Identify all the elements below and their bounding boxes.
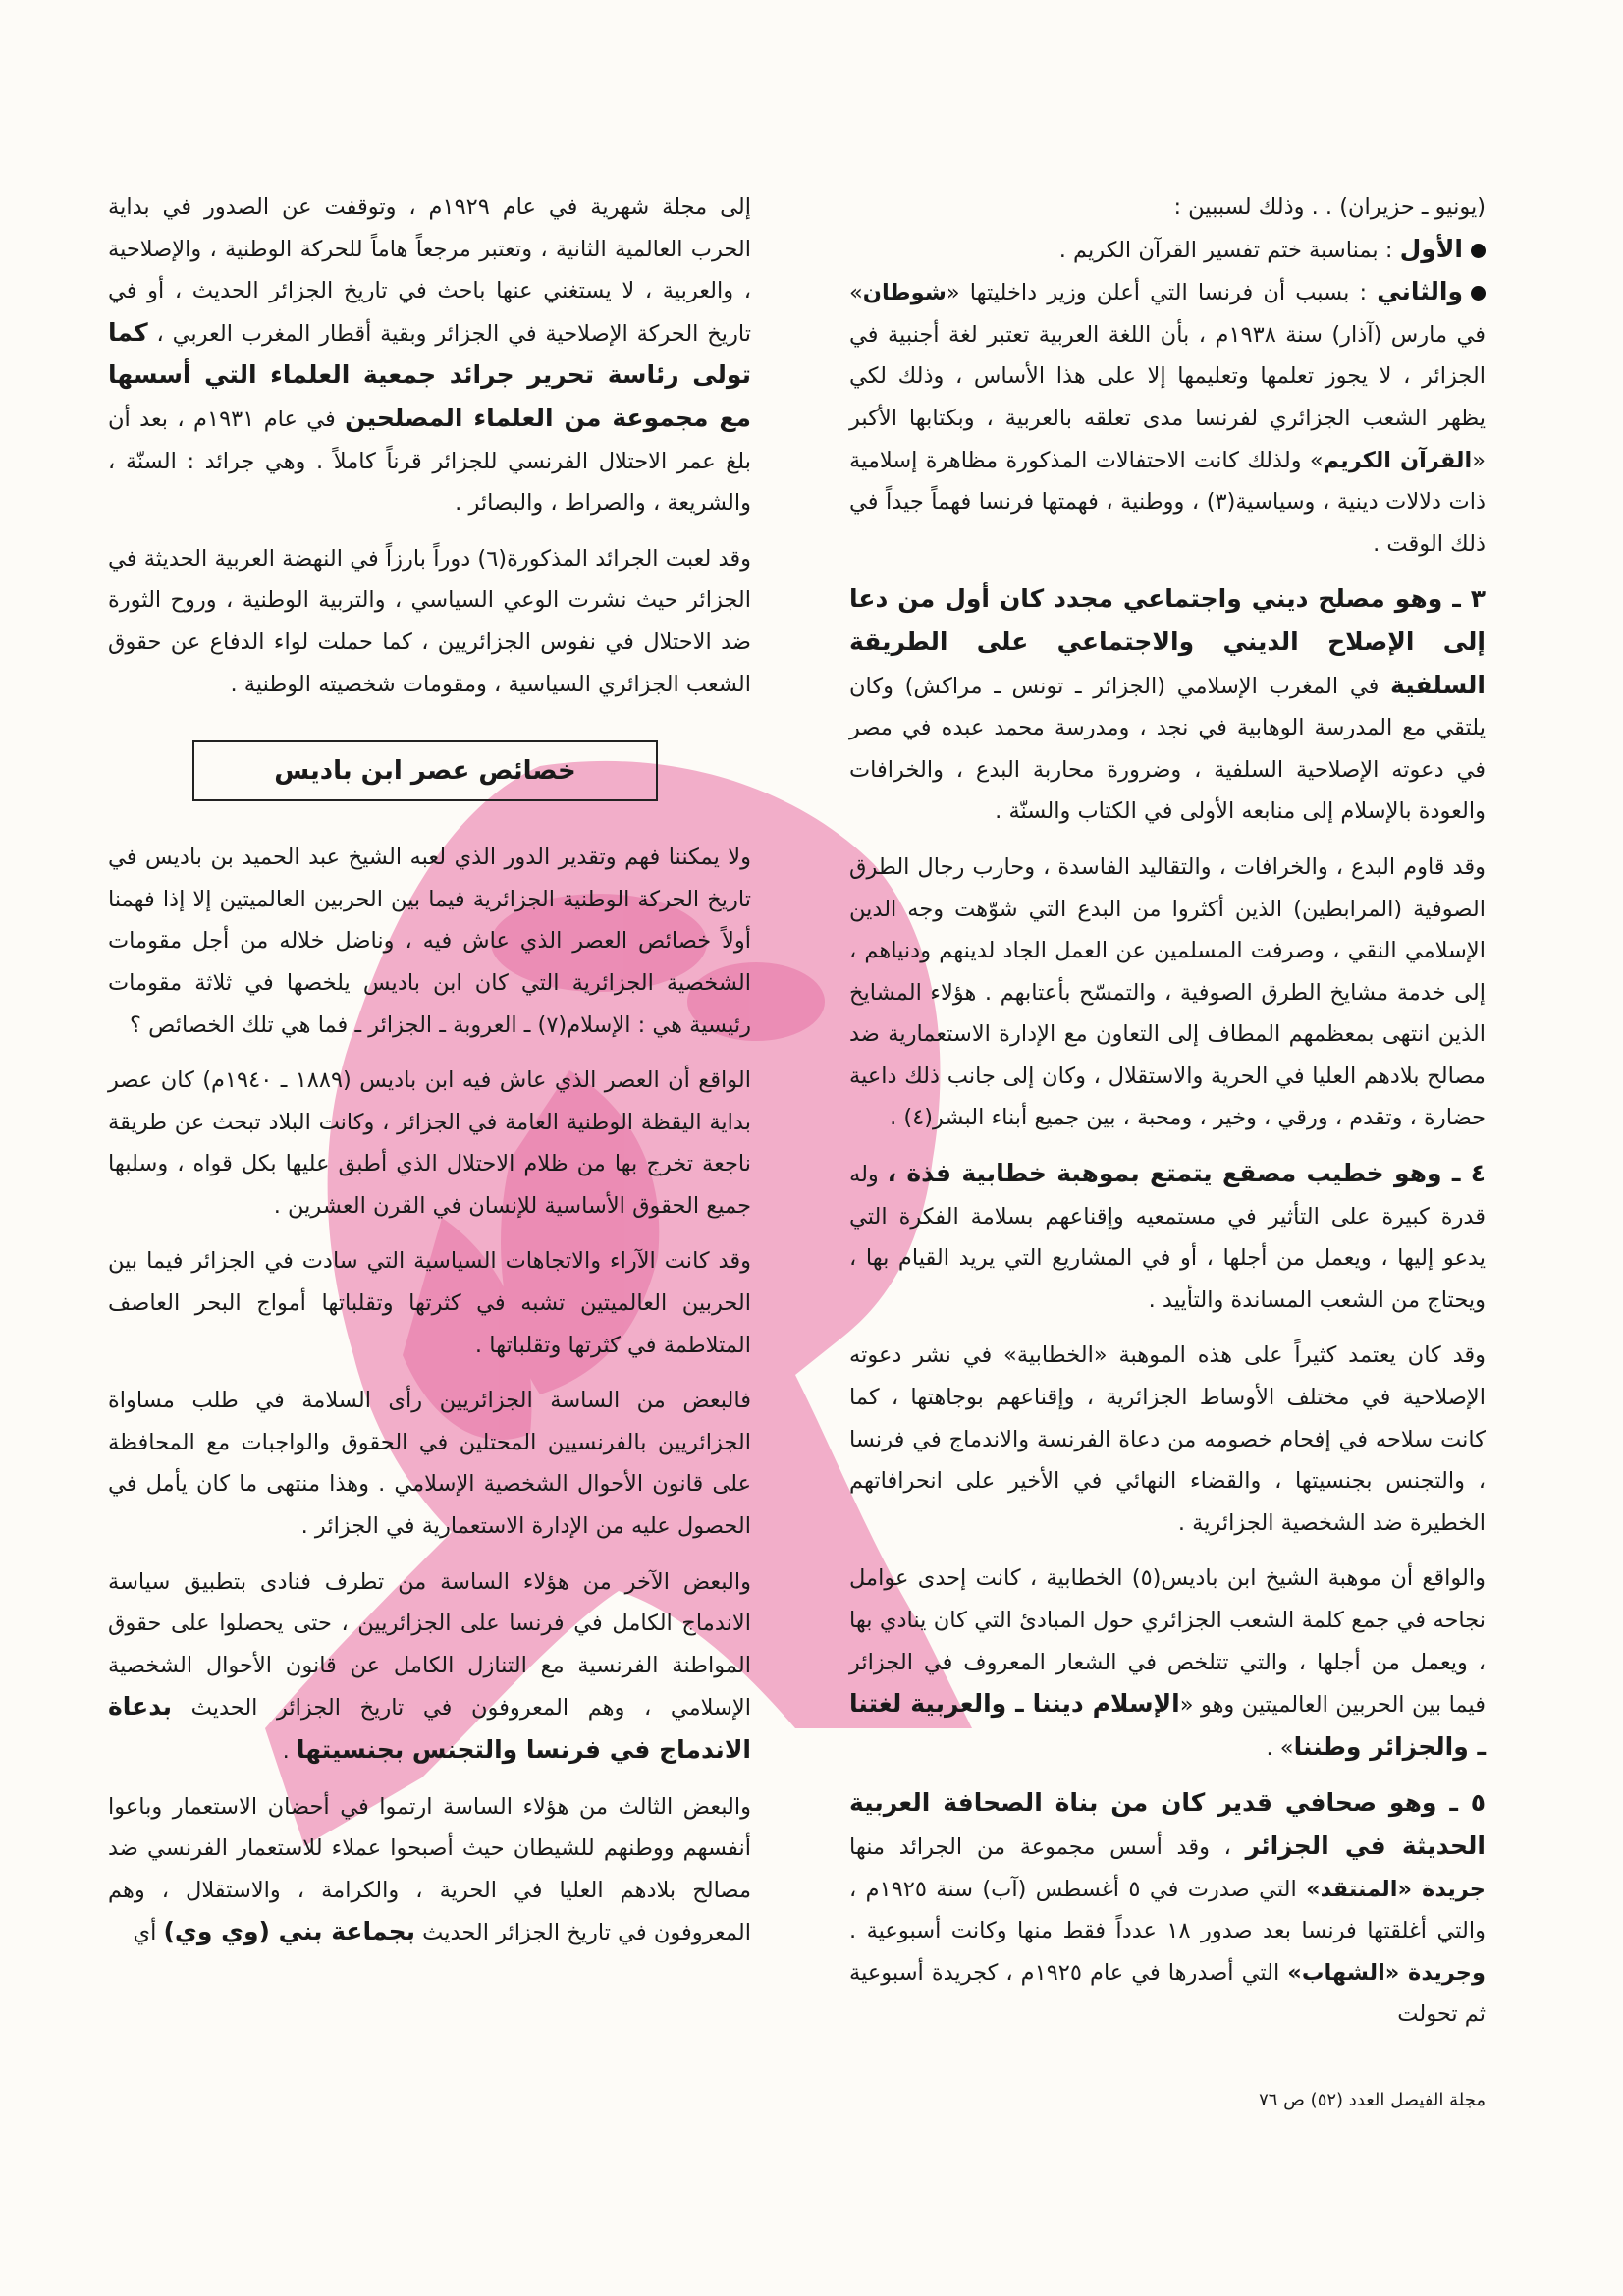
paragraph: وقد كان يعتمد كثيراً على هذه الموهبة «الخطابية» في نشر دعوته الإصلاحية في مختلف الأوساط الجزائرية ، وإقناعهم بوجاهتها ، كما كانت سلاحه في إفحام خصومه من دعاة الفرنسة والاندماج في فرنسا ، والتجنس بجنسيتها ، والقضاء النهائي في الأخير على انحرافاتهم الخطيرة ضد الشخصية الجزائرية . bbox=[849, 1342, 1486, 1536]
paragraph: والبعض الثالث من هؤلاء الساسة ارتموا في أحضان الاستعمار وباعوا أنفسهم ووطنهم للشيطان حيث أصبحوا عملاء للاستعمار الفرنسي ضد مصالح بلادهم العليا في الحرية ، والكرامة ، والاستقلال ، وهم المعروفون في تاريخ الجزائر الحديث بجماعة بني (وي وي) أي bbox=[108, 1793, 751, 1946]
paragraph: ٥ ـ وهو صحافي قدير كان من بناة الصحافة العربية الحديثة في الجزائر ، وقد أسس مجموعة من الجرائد منها جريدة «المنتقد» التي صدرت في ٥ أغسطس (آب) سنة ١٩٢٥م ، والتي أغلقتها فرنسا بعد صدور ١٨ عدداً فقط منها وكانت أسبوعية . وجريدة «الشهاب» التي أصدرها في عام ١٩٢٥م ، كجريدة أسبوعية ثم تحولت bbox=[849, 1788, 1486, 2028]
paragraph: والبعض الآخر من هؤلاء الساسة من تطرف فنادى بتطبيق سياسة الاندماج الكامل في فرنسا على الجزائريين ، حتى يحصلوا على حقوق المواطنة الفرنسية مع التنازل الكامل عن قانون الأحوال الشخصية الإسلامي ، وهم المعروفون في تاريخ الجزائر الحديث بدعاة الاندماج في فرنسا والتجنس بجنسيتها . bbox=[108, 1568, 751, 1764]
paragraph: فالبعض من الساسة الجزائريين رأى السلامة في طلب مساواة الجزائريين بالفرنسيين المحتلين في الحقوق والواجبات مع المحافظة على قانون الأحوال الشخصية الإسلامي . وهذا منتهى ما كان يأمل في الحصول عليه من الإدارة الاستعمارية في الجزائر . bbox=[108, 1388, 751, 1540]
paragraph: ٤ ـ وهو خطيب مصقع يتمتع بموهبة خطابية فذة ، وله قدرة كبيرة على التأثير في مستمعيه وإقناعهم بسلامة الفكرة التي يدعو إليها ، ويعمل من أجلها ، أو في المشاريع التي يريد القيام بها ، ويحتاج من الشعب المساندة والتأييد . bbox=[849, 1159, 1486, 1313]
section-heading: خصائص عصر ابن باديس bbox=[192, 740, 658, 801]
left-column bbox=[108, 187, 751, 1968]
page-footer: مجلة الفيصل العدد (٥٢) ص ٧٦ bbox=[1259, 2090, 1486, 2110]
paragraph: وقد قاوم البدع ، والخرافات ، والتقاليد الفاسدة ، وحارب رجال الطرق الصوفية (المرابطين) الذين أكثروا من البدع التي شوّهت وجه الدين الإسلامي النقي ، وصرفت المسلمين عن العمل الجاد لدينهم ودنياهم ، إلى خدمة مشايخ الطرق الصوفية ، والتمسّح بأعتابهم . هؤلاء المشايخ الذين انتهى بمعظمهم المطاف إلى التعاون مع الإدارة الاستعمارية ضد مصالح بلادهم العليا في الحرية والاستقلال ، وكان إلى جانب ذلك داعية حضارة ، وتقدم ، ورقي ، وخير ، ومحبة ، بين جميع أبناء البشر(٤) . bbox=[849, 853, 1486, 1131]
paragraph: (يونيو ـ حزيران) . . وذلك لسببين : bbox=[1173, 194, 1486, 220]
paragraph: والثاني : بسبب أن فرنسا التي أعلن وزير داخليتها «شوطان» في مارس (آذار) سنة ١٩٣٨م ، بأن اللغة العربية تعتبر لغة أجنبية في الجزائر ، لا يجوز تعلمها وتعليمها إلا على هذا الأساس ، وذلك لكي يظهر الشعب الجزائري لفرنسا مدى تعلقه بالعربية ، وبكتابها الأكبر «القرآن الكريم» ولذلك كانت الاحتفالات المذكورة مظاهرة إسلامية ذات دلالات دينية ، وسياسية(٣) ، ووطنية ، فهمتها فرنسا فهماً جيداً في ذلك الوقت . bbox=[849, 277, 1487, 557]
paragraph: ولا يمكننا فهم وتقدير الدور الذي لعبه الشيخ عبد الحميد بن باديس في تاريخ الحركة الوطنية الجزائرية فيما بين الحربين العالميتين إلا إذا فهمنا أولاً خصائص العصر الذي عاش فيه ، وناضل خلاله من أجل مقومات الشخصية الجزائرية التي كان ابن باديس يلخصها في ثلاثة مقومات رئيسية هي : الإسلام(٧) ـ العروبة ـ الجزائر ـ فما هي تلك الخصائص ؟ bbox=[108, 845, 751, 1038]
paragraph: الواقع أن العصر الذي عاش فيه ابن باديس (١٨٨٩ ـ ١٩٤٠م) كان عصر بداية اليقظة الوطنية العامة في الجزائر ، وكانت البلاد تبحث عن طريقة ناجعة تخرج بها من ظلام الاحتلال الذي أطبق عليها بكل قواه ، وسلبها جميع الحقوق الأساسية للإنسان في القرن العشرين . bbox=[108, 1067, 751, 1219]
bullet-icon bbox=[1471, 244, 1486, 258]
right-column bbox=[849, 187, 1486, 2050]
paragraph: إلى مجلة شهرية في عام ١٩٢٩م ، وتوقفت عن الصدور في بداية الحرب العالمية الثانية ، وتعتبر مرجعاً هاماً للحركة الوطنية ، والإصلاحية ، والعربية ، لا يستغني عنها باحث في تاريخ الجزائر الحديث ، أو في تاريخ الحركة الإصلاحية في الجزائر وبقية أقطار المغرب العربي ، كما تولى رئاسة تحرير جرائد جمعية العلماء التي أسسها مع مجموعة من العلماء المصلحين في عام ١٩٣١م ، بعد أن بلغ عمر الاحتلال الفرنسي للجزائر قرناً كاملاً . وهي جرائد : السنّة ، والشريعة ، والصراط ، والبصائر . bbox=[108, 194, 751, 517]
paragraph: ٣ ـ وهو مصلح ديني واجتماعي مجدد كان أول من دعا إلى الإصلاح الديني والاجتماعي على الطريقة السلفية في المغرب الإسلامي (الجزائر ـ تونس ـ مراكش) وكان يلتقي مع المدرسة الوهابية في نجد ، ومدرسة محمد عبده في مصر في دعوته الإصلاحية السلفية ، وضرورة محاربة البدع ، والخرافات والعودة بالإسلام إلى منابعه الأولى في الكتاب والسنّة . bbox=[849, 584, 1486, 825]
paragraph: وقد كانت الآراء والاتجاهات السياسية التي سادت في الجزائر فيما بين الحربين العالميتين تشبه في كثرتها وتقلباتها أمواج البحر العاصف المتلاطمة في كثرتها وتقلباتها . bbox=[108, 1248, 751, 1358]
paragraph: وقد لعبت الجرائد المذكورة(٦) دوراً بارزاً في النهضة العربية الحديثة في الجزائر حيث نشرت الوعي السياسي ، والتربية الوطنية ، وروح الثورة ضد الاحتلال في نفوس الجزائريين ، كما حملت لواء الدفاع عن حقوق الشعب الجزائري السياسية ، ومقومات شخصيته الوطنية . bbox=[108, 545, 751, 697]
bullet-icon bbox=[1471, 286, 1486, 301]
paragraph: والواقع أن موهبة الشيخ ابن باديس(٥) الخطابية ، كانت إحدى عوامل نجاحه في جمع كلمة الشعب الجزائري حول المبادئ التي كان ينادي بها ، ويعمل من أجلها ، والتي تتلخص في الشعار المعروف في الجزائر فيما بين الحربين العالميتين وهو «الإسلام ديننا ـ والعربية لغتنا ـ والجزائر وطننا» . bbox=[849, 1565, 1486, 1761]
paragraph: الأول : بمناسبة ختم تفسير القرآن الكريم . bbox=[849, 229, 1486, 272]
